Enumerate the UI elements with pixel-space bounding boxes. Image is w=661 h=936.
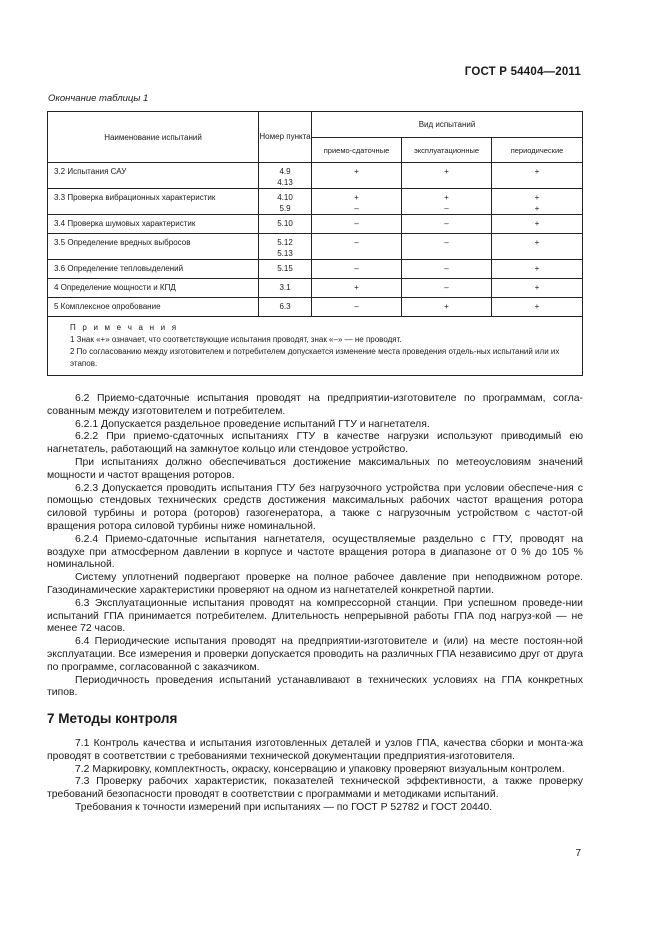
row-operational: + – xyxy=(402,189,492,215)
row-periodic: + xyxy=(492,215,583,234)
row-periodic: + xyxy=(492,279,583,298)
table-row xyxy=(48,189,583,215)
paragraph: Требования к точности измерений при испытаниях — по ГОСТ Р 52782 и ГОСТ 20440. xyxy=(75,801,493,813)
table-row xyxy=(48,234,583,260)
row-periodic: + xyxy=(492,260,583,279)
table-row xyxy=(48,260,583,279)
paragraph: 6.2 Приемо-сдаточные испытания проводят на предприятии-изготовителе по программам, согла-сованным между изготовителем и потребителем. xyxy=(47,393,583,417)
row-acceptance: + xyxy=(312,163,402,189)
page-number: 7 xyxy=(575,848,581,859)
row-acceptance: – xyxy=(312,260,402,279)
row-clause: 5.10 xyxy=(259,215,312,234)
row-periodic: + xyxy=(492,234,583,260)
row-periodic: + + xyxy=(492,189,583,215)
paragraph: 6.2.1 Допускается раздельное проведение испытаний ГТУ и нагнетателя. xyxy=(75,418,430,430)
paragraph: При испытаниях должно обеспечиваться достижение максимальных по метеоусловиям значений мощности и частот вращения роторов. xyxy=(47,456,583,481)
paragraph: 6.2.4 Приемо-сдаточные испытания нагнетателя, осуществляемые раздельно с ГТУ, проводят на воздухе при атмосферном давлении в корпусе и частоте вращения ротора в диапазоне от 0 % до 105 % номинальной. xyxy=(47,533,583,571)
tests-table xyxy=(47,111,583,376)
paragraph: 6.4 Периодические испытания проводят на предприятии-изготовителе и (или) на месте постоян-ной эксплуатации. Все измерения и проверки допускается проводить на различных ГПА независимо друг от друга по программе, согласованной с заказчиком. xyxy=(47,636,583,673)
row-acceptance: – xyxy=(312,234,402,260)
notes-title: П р и м е ч а н и я xyxy=(70,323,179,332)
paragraph: 7.1 Контроль качества и испытания изготовленных деталей и узлов ГПА, качества сборки и монта-жа проводят в соответствии с требованиями технической документации предприятия-изготовителя. xyxy=(47,737,583,762)
row-periodic: + xyxy=(492,163,583,189)
row-name: 3.5 Определение вредных выбросов xyxy=(48,234,259,260)
header-acceptance: приемо-сдаточные xyxy=(312,138,402,163)
row-clause: 5.15 xyxy=(259,260,312,279)
row-clause: 3.1 xyxy=(259,279,312,298)
row-clause: 6.3 xyxy=(259,298,312,317)
row-operational: – xyxy=(402,215,492,234)
row-clause: 5.12 5.13 xyxy=(259,234,312,260)
paragraph: 7.2 Маркировку, комплектность, окраску, консервацию и упаковку проверяют визуальным контролем. xyxy=(75,763,565,775)
header-operational: эксплуатационные xyxy=(402,138,492,163)
row-clause: 4.9 4.13 xyxy=(259,163,312,189)
table-row xyxy=(48,215,583,234)
header-test-name: Наименование испытаний xyxy=(48,112,259,163)
row-name: 3.2 Испытания САУ xyxy=(48,163,259,189)
paragraph: 7.3 Проверку рабочих характеристик, показателей технической эффективности, а также проверку требований безопасности проводят в соответствии с программами и методиками испытаний. xyxy=(47,776,583,801)
row-clause: 4.10 5.9 xyxy=(259,189,312,215)
table-notes xyxy=(48,317,583,376)
row-operational: – xyxy=(402,234,492,260)
row-acceptance: + – xyxy=(312,189,402,215)
table-row xyxy=(48,298,583,317)
row-periodic: + xyxy=(492,298,583,317)
section-heading: 7 Методы контроля xyxy=(47,711,178,727)
paragraph: Периодичность проведения испытаний устанавливают в технических условиях на ГПА конкретных типов. xyxy=(47,674,583,699)
document-id: ГОСТ Р 54404—2011 xyxy=(464,66,581,78)
table-caption: Окончание таблицы 1 xyxy=(48,93,149,104)
row-acceptance: + xyxy=(312,279,402,298)
paragraph: 6.2.2 При приемо-сдаточных испытаниях ГТУ в качестве нагрузки используют приводимый ею нагнетатель, работающий на замкнутое кольцо или стендовое устройство. xyxy=(47,431,583,456)
header-test-types: Вид испытаний xyxy=(312,112,583,138)
note-1: 1 Знак «+» означает, что соответствующие испытания проводят, знак «–» — не проводят. xyxy=(70,335,402,344)
row-operational: + xyxy=(402,163,492,189)
header-clause-number: Номер пункта xyxy=(259,112,312,163)
row-name: 3.4 Проверка шумовых характеристик xyxy=(48,215,259,234)
row-operational: – xyxy=(402,260,492,279)
note-2: 2 По согласованию между изготовителем и потребителем допускается изменение места проведения отдель-ных испытаний или их этапов. xyxy=(70,347,560,368)
paragraph: Систему уплотнений подвергают проверке на полное рабочее давление при неподвижном роторе. Газодинамические характеристики проверяют на одном из нагнетателей конкретной партии. xyxy=(47,572,583,596)
paragraph: 6.3 Эксплуатационные испытания проводят на компрессорной станции. При успешном проведе-нии испытаний ГПА принимается потребителем. Длительность непрерывной работы ГПА под нагруз-кой — не менее 72 часов. xyxy=(47,597,583,635)
table-row xyxy=(48,279,583,298)
main-text xyxy=(47,393,583,815)
row-operational: – xyxy=(402,279,492,298)
header-periodic: периодические xyxy=(492,138,583,163)
table-row xyxy=(48,163,583,189)
row-name: 5 Комплексное опробование xyxy=(48,298,259,317)
row-name: 3.6 Определение тепловыделений xyxy=(48,260,259,279)
row-name: 4 Определение мощности и КПД xyxy=(48,279,259,298)
row-acceptance: – xyxy=(312,298,402,317)
row-operational: + xyxy=(402,298,492,317)
row-acceptance: – xyxy=(312,215,402,234)
row-name: 3.3 Проверка вибрационных характеристик xyxy=(48,189,259,215)
paragraph: 6.2.3 Допускается проводить испытания ГТУ без нагрузочного устройства при условии обеспече-ния с помощью стендовых технических средств достижения максимальных рабочих частот вращения ротора силовой турбины и ротора (роторов) газогенератора, а также с нагрузочным устройством с частот-ой вращения ротора силовой турбины ниже номинальной. xyxy=(47,482,583,532)
